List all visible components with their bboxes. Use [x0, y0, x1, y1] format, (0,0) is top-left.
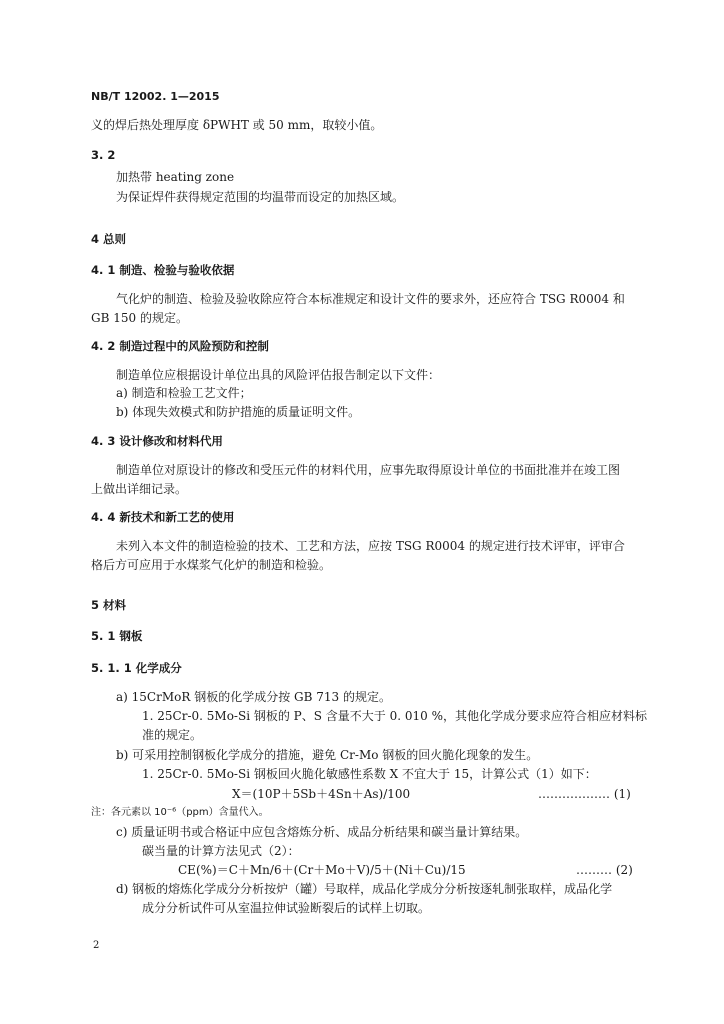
list-item: c) 质量证明书或合格证中应包含熔炼分析、成品分析结果和碳当量计算结果。	[116, 825, 528, 839]
list-item-continuation: 准的规定。	[142, 728, 203, 742]
paragraph-line: 义的焊后热处理厚度 δPWHT 或 50 mm，取较小值。	[91, 118, 383, 132]
paragraph-line: 格后方可应用于水煤浆气化炉的制造和检验。	[91, 558, 332, 572]
list-item: b) 可采用控制钢板化学成分的措施，避免 Cr-Mo 钢板的回火脆化现象的发生。	[116, 748, 539, 762]
section-heading-5-1: 5. 1 钢板	[91, 629, 143, 643]
list-item-continuation: 成分分析试件可从室温拉伸试验断裂后的试样上切取。	[142, 901, 431, 915]
list-item: a) 制造和检验工艺文件；	[116, 386, 252, 400]
list-item-continuation: 1. 25Cr-0. 5Mo-Si 钢板回火脆化敏感性系数 X 不宜大于 15，计算公式（1）如下：	[142, 767, 597, 781]
list-item: b) 体现失效模式和防护措施的质量证明文件。	[116, 405, 361, 419]
section-heading-4-3: 4. 3 设计修改和材料代用	[91, 434, 223, 448]
chapter-heading-4: 4 总则	[91, 232, 127, 246]
paragraph-line: 气化炉的制造、检验及验收除应符合本标准规定和设计文件的要求外，还应符合 TSG R0004 和	[116, 292, 625, 306]
equation-number-2: ……… (2)	[576, 863, 633, 877]
term-definition: 为保证焊件获得规定范围的均温带而设定的加热区域。	[116, 190, 405, 204]
term-heating-zone: 加热带 heating zone	[116, 170, 235, 184]
formula-2: CE(%)＝C＋Mn/6＋(Cr＋Mo＋V)/5＋(Ni＋Cu)/15	[178, 863, 466, 877]
paragraph-line: 上做出详细记录。	[91, 482, 188, 496]
section-number-3-2: 3. 2	[91, 148, 116, 162]
standard-number: NB/T 12002. 1—2015	[91, 90, 220, 103]
note-text: 注：各元素以 10⁻⁶（ppm）含量代入。	[91, 807, 269, 818]
chapter-heading-5: 5 材料	[91, 598, 127, 612]
list-item: d) 钢板的熔炼化学成分分析按炉（罐）号取样，成品化学成分分析按逐轧制张取样，成品化学	[116, 882, 613, 896]
page-number: 2	[93, 940, 100, 951]
formula-1: X＝(10P＋5Sb＋4Sn＋As)/100	[232, 787, 411, 801]
section-heading-5-1-1: 5. 1. 1 化学成分	[91, 661, 182, 675]
section-heading-4-2: 4. 2 制造过程中的风险预防和控制	[91, 339, 269, 353]
section-heading-4-4: 4. 4 新技术和新工艺的使用	[91, 510, 235, 524]
paragraph-line: 未列入本文件的制造检验的技术、工艺和方法，应按 TSG R0004 的规定进行技术评审，评审合	[116, 539, 625, 553]
paragraph-line: 制造单位对原设计的修改和受压元件的材料代用，应事先取得原设计单位的书面批准并在竣工图	[116, 463, 621, 477]
section-heading-4-1: 4. 1 制造、检验与验收依据	[91, 263, 235, 277]
list-item-continuation: 1. 25Cr-0. 5Mo-Si 钢板的 P、S 含量不大于 0. 010 %，其他化学成分要求应符合相应材料标	[142, 709, 647, 723]
paragraph-line: 制造单位应根据设计单位出具的风险评估报告制定以下文件：	[116, 368, 441, 382]
equation-number-1: ……………… (1)	[538, 787, 631, 801]
paragraph-line: GB 150 的规定。	[91, 311, 188, 325]
list-item: a) 15CrMoR 钢板的化学成分按 GB 713 的规定。	[116, 690, 391, 704]
list-item-continuation: 碳当量的计算方法见式（2）：	[142, 844, 300, 858]
